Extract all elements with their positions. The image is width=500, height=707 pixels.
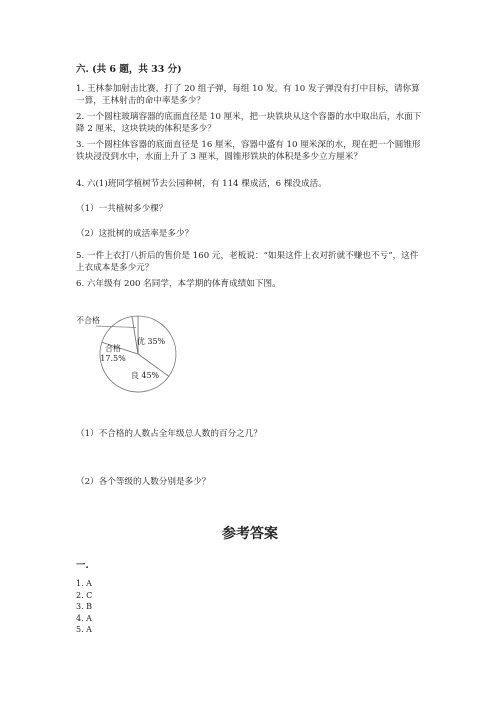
answers-title: 参考答案 [222, 526, 278, 542]
answers-list [76, 578, 92, 636]
answer-item: 4. A [76, 613, 92, 623]
question-1: 1. 王林参加射击比赛，打了 20 组子弹，每组 10 发。有 10 发子弹没有打中目标，请你算一算，王林射击的命中率是多少？ [76, 84, 420, 106]
grade-pie-chart [66, 300, 186, 400]
section-title: 六. (共 6 题，共 33 分) [76, 64, 182, 75]
answer-item: 2. C [76, 590, 93, 600]
question-6: 6. 六年级有 200 名同学，本学期的体育成绩如下图。 [76, 279, 281, 289]
slice-label-you: 优 35% [136, 337, 166, 346]
pie-svg [66, 300, 186, 400]
slice-label-hege: 合格 [105, 344, 121, 353]
answer-item: 3. B [76, 602, 93, 611]
question-4-sub-1: （1）一共植树多少棵？ [76, 204, 168, 214]
question-4: 4. 六(1)班同学植树节去公园种树，有 114 棵成活，6 棵没成活。 [76, 179, 327, 189]
question-2: 2. 一个圆柱玻璃容器的底面直径是 10 厘米，把一块铁块从这个容器的水中取出后，水面下降 2 厘米，这块铁块的体积是多少？ [76, 112, 422, 134]
question-6-sub-1: （1）不合格的人数占全年级总人数的百分之几？ [76, 429, 262, 439]
question-6-sub-2: （2）各个等级的人数分别是多少？ [76, 477, 211, 487]
answers-section: 一. [76, 560, 89, 571]
question-4-sub-2: （2）这批树的成活率是多少？ [76, 229, 194, 239]
slice-label-liang: 良 45% [130, 371, 160, 380]
slice-label-hege-value: 17.5% [100, 354, 126, 363]
question-3: 3. 一个圆柱体容器的底面直径是 16 厘米，容器中盛有 10 厘米深的水，现在把一个圆锥形铁块浸没到水中，水面上升了 3 厘米，圆锥形铁块的体积是多少立方厘米？ [76, 140, 421, 162]
question-5: 5. 一件上衣打八折后的售价是 160 元，老板说：“如果这件上衣对折就不赚也不亏”，这件上衣成本是多少元？ [76, 251, 419, 273]
answer-item: 5. A [76, 625, 92, 634]
slice-label-buhege: 不合格 [76, 316, 100, 325]
answer-item: 1. A [76, 579, 92, 588]
